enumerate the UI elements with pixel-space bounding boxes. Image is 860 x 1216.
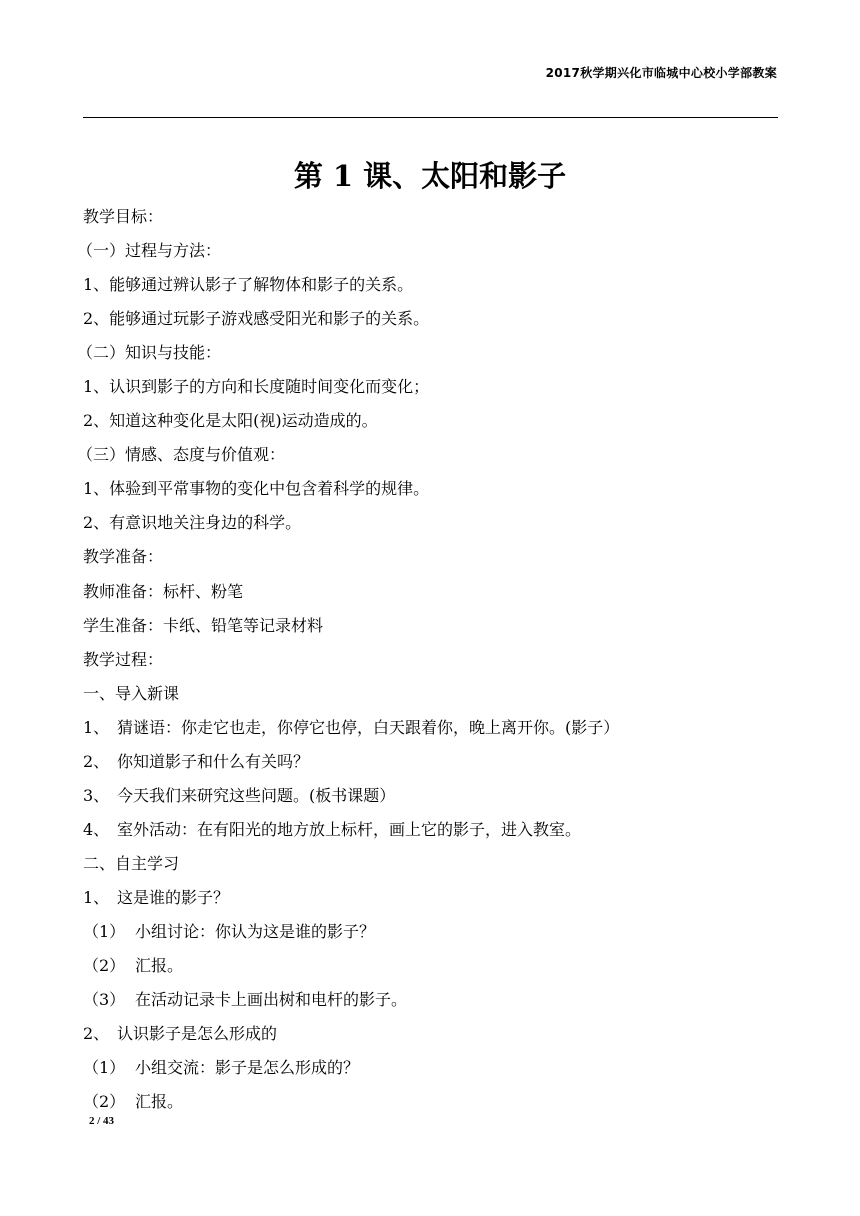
line-number: 3、 xyxy=(83,785,110,805)
line-text: （二）知识与技能： xyxy=(77,343,222,363)
line-text: 1、认识到影子的方向和长度随时间变化而变化； xyxy=(83,377,430,397)
line-text: 这是谁的影子？ xyxy=(117,887,230,907)
body-line xyxy=(77,438,783,472)
body-line xyxy=(83,949,783,983)
lesson-title: 第 1 课、太阳和影子 xyxy=(293,159,567,193)
line-text: 教学准备： xyxy=(83,547,164,567)
line-number: 1、 xyxy=(83,887,110,907)
line-text: 2、能够通过玩影子游戏感受阳光和影子的关系。 xyxy=(83,309,430,329)
line-text: （三）情感、态度与价值观： xyxy=(77,445,286,465)
body-line xyxy=(83,1085,783,1119)
line-text: 你知道影子和什么有关吗？ xyxy=(117,751,310,771)
body-line xyxy=(83,1051,783,1085)
line-text: 猜谜语：你走它也走，你停它也停，白天跟着你，晚上离开你。(影子） xyxy=(117,717,620,737)
line-text: 小组讨论：你认为这是谁的影子？ xyxy=(135,921,376,941)
body-line xyxy=(83,1017,783,1051)
body-line xyxy=(83,711,783,745)
body-line xyxy=(83,268,783,302)
line-text: 汇报。 xyxy=(135,956,184,976)
line-number: 4、 xyxy=(83,819,110,839)
body-line xyxy=(83,915,783,949)
line-text: 一、导入新课 xyxy=(83,683,180,703)
body-line xyxy=(83,881,783,915)
body-line xyxy=(83,302,783,336)
line-text: 教学过程： xyxy=(83,649,164,669)
body-line xyxy=(83,745,783,779)
line-text: 在活动记录卡上画出树和电杆的影子。 xyxy=(135,990,408,1010)
line-text: 室外活动：在有阳光的地方放上标杆，画上它的影子，进入教室。 xyxy=(117,819,582,839)
line-text: 学生准备：卡纸、铅笔等记录材料 xyxy=(83,615,324,635)
line-text: 今天我们来研究这些问题。(板书课题） xyxy=(117,785,396,805)
header-rule xyxy=(83,117,778,118)
body-line xyxy=(83,779,783,813)
body-line xyxy=(83,847,783,881)
body-line xyxy=(77,336,783,370)
body-line xyxy=(83,983,783,1017)
line-number: （2） xyxy=(83,1092,126,1112)
line-text: 教师准备：标杆、粉笔 xyxy=(83,581,244,601)
line-text: （一）过程与方法： xyxy=(77,241,222,261)
line-number: 2、 xyxy=(83,751,110,771)
line-number: （2） xyxy=(83,956,126,976)
body-line xyxy=(83,813,783,847)
body-line xyxy=(83,609,783,643)
line-text: 1、体验到平常事物的变化中包含着科学的规律。 xyxy=(83,479,430,499)
body-line xyxy=(83,575,783,609)
line-number: （1） xyxy=(83,1058,126,1078)
body-line xyxy=(83,404,783,438)
body-line xyxy=(83,472,783,506)
body-line xyxy=(77,234,783,268)
body-line xyxy=(83,643,783,677)
line-number: （1） xyxy=(83,921,126,941)
body-line xyxy=(83,540,783,574)
line-text: 2、有意识地关注身边的科学。 xyxy=(83,513,302,533)
line-number: （3） xyxy=(83,990,126,1010)
line-text: 2、知道这种变化是太阳(视)运动造成的。 xyxy=(83,411,378,431)
line-text: 认识影子是怎么形成的 xyxy=(117,1024,278,1044)
line-text: 汇报。 xyxy=(135,1092,184,1112)
page-number: 2 / 43 xyxy=(89,1115,115,1127)
body-line xyxy=(83,506,783,540)
body-line xyxy=(83,370,783,404)
line-text: 1、能够通过辨认影子了解物体和影子的关系。 xyxy=(83,275,414,295)
line-text: 教学目标： xyxy=(83,207,164,226)
line-text: 二、自主学习 xyxy=(83,853,180,873)
line-number: 2、 xyxy=(83,1024,110,1044)
line-text: 小组交流：影子是怎么形成的？ xyxy=(135,1058,360,1078)
line-number: 1、 xyxy=(83,717,110,737)
body-line xyxy=(83,677,783,711)
lesson-body xyxy=(77,200,783,1119)
body-line xyxy=(83,200,783,234)
page-header: 2017秋学期兴化市临城中心校小学部教案 xyxy=(545,66,777,80)
